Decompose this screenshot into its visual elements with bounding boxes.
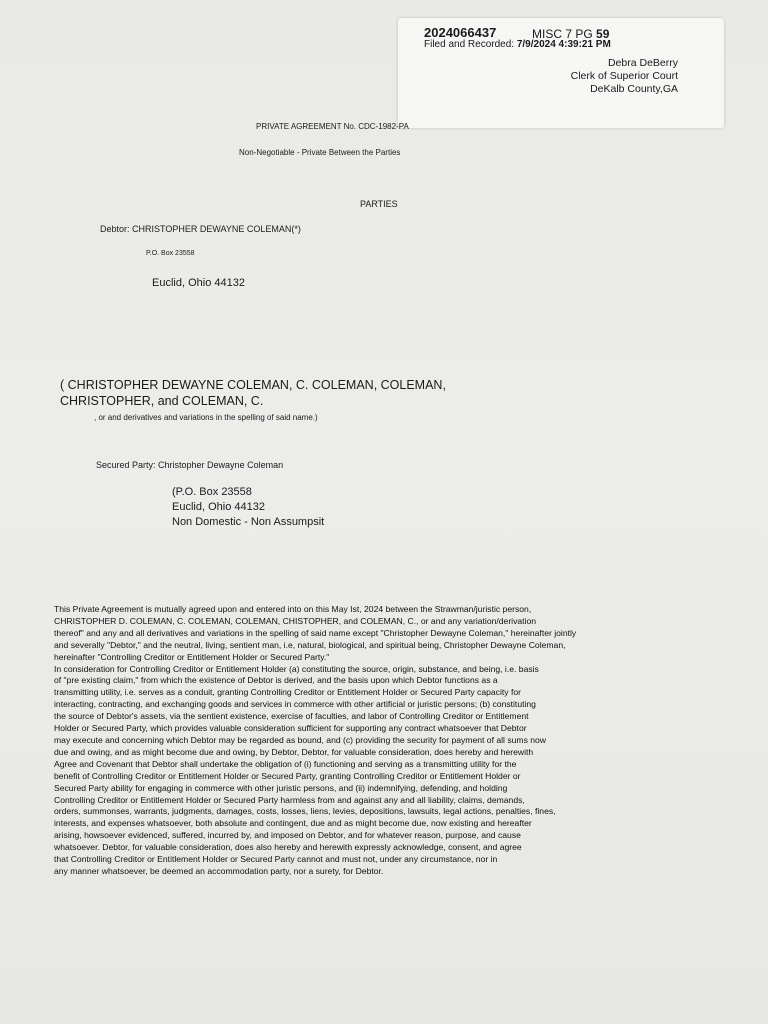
body-line: arising, howsoever evidenced, suffered, incurred by, and imposed on Debtor, and for whatever reason, purpose, and cause (54, 830, 521, 841)
debtor-label: Debtor: CHRISTOPHER DEWAYNE COLEMAN(*) (100, 224, 301, 234)
body-line: that Controlling Creditor or Entitlement Holder or Secured Party cannot and must not, under any circumstance, nor in (54, 854, 498, 865)
filed-label: Filed and Recorded: (424, 39, 515, 50)
clerk-name: Debra DeBerry (607, 57, 678, 69)
secured-party-po-box: (P.O. Box 23558 (172, 486, 252, 498)
debtor-aliases-line-2: CHRISTOPHER, and COLEMAN, C. (60, 394, 264, 408)
county: DeKalb County,GA (590, 83, 678, 95)
body-line: transmitting utility, i.e. serves as a conduit, granting Controlling Creditor or Entitlement Holder or Secured Party capacity for (54, 687, 521, 698)
misc-label: MISC 7 PG (532, 27, 593, 41)
clerk-title: Clerk of Superior Court (570, 70, 678, 82)
body-line: benefit of Controlling Creditor or Entitlement Holder or Secured Party, granting Controlling Creditor or Entitlement Holder or (54, 770, 521, 781)
body-line: may execute and concerning which Debtor may be regarded as bound, and (c) providing the security for payment of all sums now (54, 734, 547, 745)
body-line: Secured Party ability for engaging in commerce with other juristic persons, and (ii) indemnifying, defending, and holding (54, 782, 508, 793)
body-line: This Private Agreement is mutually agreed upon and entered into on this May Ist, 2024 between the Strawman/juristic person, (54, 604, 532, 614)
secured-party-city: Euclid, Ohio 44132 (172, 501, 265, 513)
debtor-aliases-line-1: ( CHRISTOPHER DEWAYNE COLEMAN, C. COLEMAN, COLEMAN, (60, 378, 446, 392)
secured-party-status: Non Domestic - Non Assumpsit (172, 516, 325, 528)
body-line: thereof" and any and all derivatives and variations in the spelling of said name except "Christopher Dewayne Coleman," hereinafter jointly (54, 627, 577, 638)
parties-heading: PARTIES (360, 199, 398, 209)
agreement-number: PRIVATE AGREEMENT No. CDC-1982-PA (256, 122, 409, 131)
page-number: 59 (596, 27, 610, 41)
body-line: and severally "Debtor," and the neutral, living, sentient man, i.e, natural, biological, and spiritual being, Christopher Dewayne Coleman, (54, 639, 566, 650)
body-line: any manner whatsoever, be deemed an accommodation party, nor a surety, for Debtor. (54, 865, 384, 876)
body-line: Agree and Covenant that Debtor shall undertake the obligation of (i) functioning and serving as a transmitting utility for the (54, 758, 517, 769)
body-line: orders, summonses, warrants, judgments, damages, costs, losses, liens, levies, depositions, lawsuits, legal actions, penalties, fines, (54, 806, 556, 817)
body-line: of "pre existing claim," from which the existence of Debtor is derived, and the basis upon which Debtor functions as a (54, 675, 498, 686)
filed-date: 7/9/2024 4:39:21 PM (516, 39, 611, 50)
body-line: interests, and expenses whatsoever, both absolute and contingent, due and as might become due, now existing and hereafter (54, 818, 532, 829)
recording-stamp (398, 18, 724, 128)
debtor-city: Euclid, Ohio 44132 (152, 277, 245, 289)
filed-recorded (424, 39, 611, 50)
body-line: CHRISTOPHER D. COLEMAN, C. COLEMAN, COLEMAN, CHISTOPHER, and COLEMAN, C., or and any variation/derivation (54, 615, 537, 626)
clerk-block (571, 57, 678, 96)
body-line: the source of Debtor's assets, via the sentient existence, exercise of faculties, and labor of Controlling Creditor or Entitlement (54, 711, 529, 722)
debtor-po-box: P.O. Box 23558 (146, 250, 195, 257)
body-line: hereinafter "Controlling Creditor or Entitlement Holder or Secured Party." (54, 651, 330, 662)
agreement-subtitle: Non-Negotiable - Private Between the Parties (239, 148, 401, 157)
agreement-body (54, 604, 654, 878)
secured-party-label: Secured Party: Christopher Dewayne Coleman (96, 460, 284, 470)
body-line: whatsoever. Debtor, for valuable consideration, does also hereby and herewith expressly acknowledge, consent, and agree (54, 842, 522, 853)
filing-number: 2024066437 (424, 25, 497, 40)
body-line: interacting, contracting, and exchanging goods and services in commerce with other artificial or juristic persons; (b) constituting (54, 699, 536, 710)
body-line: Controlling Creditor or Entitlement Holder or Secured Party harmless from and against any and all liability, claims, demands, (54, 794, 525, 805)
debtor-aliases-note: , or and derivatives and variations in the spelling of said name.) (94, 413, 318, 422)
body-line: In consideration for Controlling Creditor or Entitlement Holder (a) constituting the source, origin, substance, and being, i.e. basis (54, 663, 539, 674)
body-line: Holder or Secured Party, which provides valuable consideration sufficient for supporting any contract whatsoever that Debtor (54, 723, 527, 734)
body-line: due and owing, and as might become due and owing, by Debtor, Debtor, for valuable consideration, does hereby and herewith (54, 746, 534, 757)
